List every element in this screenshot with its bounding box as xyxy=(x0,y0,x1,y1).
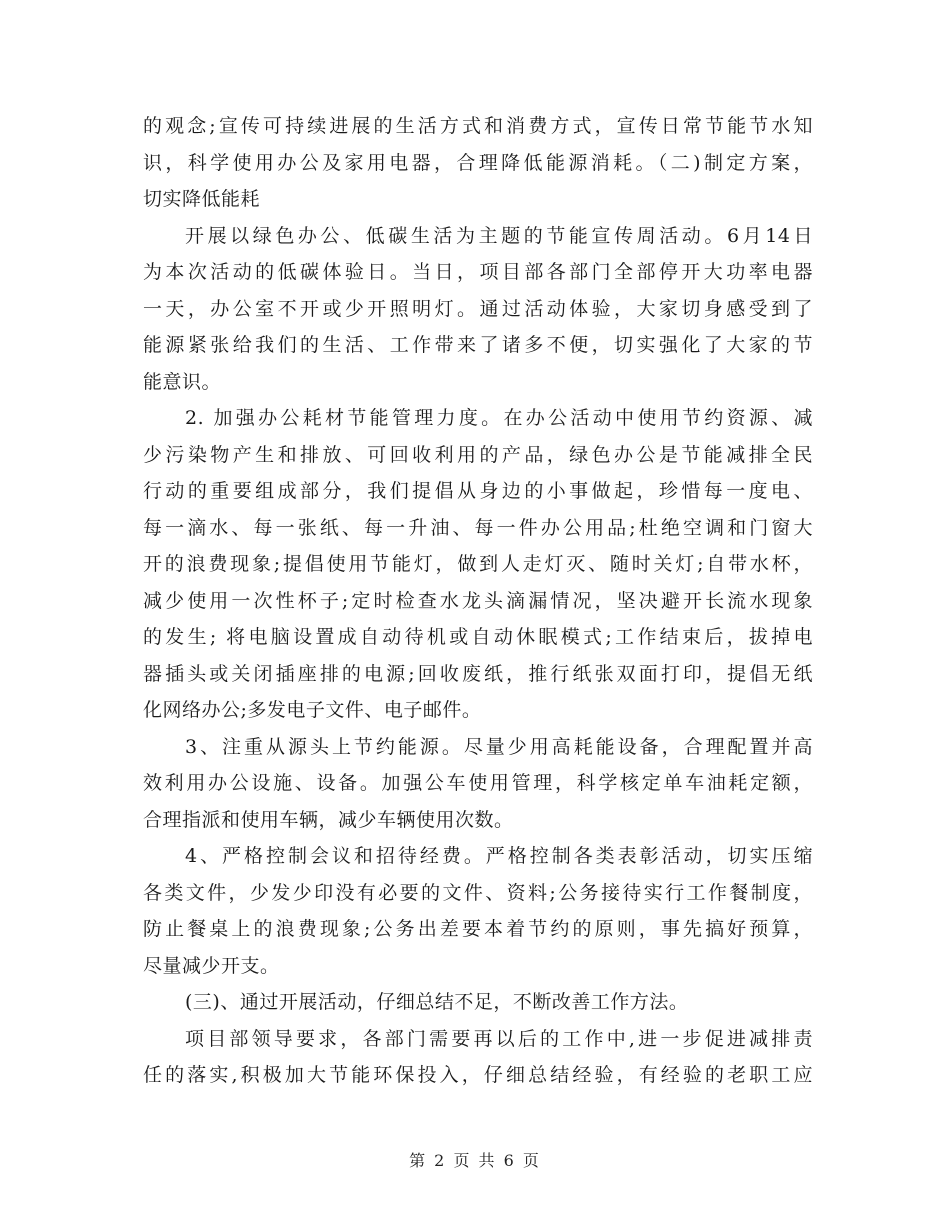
text-line: 行动的重要组成部分，我们提倡从身边的小事做起，珍惜每一度电、 xyxy=(143,480,813,502)
page-number-footer: 第 2 页 共 6 页 xyxy=(409,1151,541,1170)
text-line: 切实降低能耗 xyxy=(143,188,261,210)
text-line: (三)、通过开展活动，仔细总结不足，不断改善工作方法。 xyxy=(185,991,689,1013)
text-line: 识，科学使用办公及家用电器，合理降低能源消耗。（二)制定方案， xyxy=(143,151,813,174)
text-line: 各类文件，少发少印没有必要的文件、资料;公务接待实行工作餐制度， xyxy=(143,881,813,904)
text-line: 少污染物产生和排放、可回收利用的产品，绿色办公是节能减排全民 xyxy=(143,443,813,466)
text-line: 为本次活动的低碳体验日。当日，项目部各部门全部停开大功率电器 xyxy=(143,261,813,283)
text-line: 合理指派和使用车辆，减少车辆使用次数。 xyxy=(143,808,514,831)
text-line: 一天，办公室不开或少开照明灯。通过活动体验，大家切身感受到了 xyxy=(143,297,813,320)
text-line: 3、注重从源头上节约能源。尽量少用高耗能设备，合理配置并高 xyxy=(185,735,813,758)
text-line: 防止餐桌上的浪费现象;公务出差要本着节约的原则，事先搞好预算， xyxy=(143,918,813,940)
text-line: 化网络办公;多发电子文件、电子邮件。 xyxy=(143,699,482,721)
text-line: 效利用办公设施、设备。加强公车使用管理，科学核定单车油耗定额， xyxy=(143,772,813,794)
text-line: 任的落实,积极加大节能环保投入，仔细总结经验，有经验的老职工应 xyxy=(143,1064,813,1086)
text-line: 4、严格控制会议和招待经费。严格控制各类表彰活动，切实压缩 xyxy=(185,845,813,867)
text-line: 项目部领导要求，各部门需要再以后的工作中,进一步促进减排责 xyxy=(185,1027,813,1050)
text-line: 2. 加强办公耗材节能管理力度。在办公活动中使用节约资源、减 xyxy=(185,407,813,429)
text-line: 开的浪费现象;提倡使用节能灯，做到人走灯灭、随时关灯;自带水杯， xyxy=(143,553,813,575)
text-line: 每一滴水、每一张纸、每一升油、每一件办公用品;杜绝空调和门窗大 xyxy=(143,516,813,539)
text-line: 的观念;宣传可持续进展的生活方式和消费方式，宣传日常节能节水知 xyxy=(143,115,813,137)
text-line: 开展以绿色办公、低碳生活为主题的节能宣传周活动。6月14日 xyxy=(185,224,813,247)
text-line: 能意识。 xyxy=(143,370,222,393)
text-line: 尽量减少开支。 xyxy=(143,954,280,977)
text-line: 器插头或关闭插座排的电源;回收废纸，推行纸张双面打印，提倡无纸 xyxy=(143,662,813,685)
document-body xyxy=(143,108,813,1094)
text-line: 减少使用一次性杯子;定时检查水龙头滴漏情况，坚决避开长流水现象 xyxy=(143,589,813,612)
text-line: 的发生; 将电脑设置成自动待机或自动休眠模式;工作结束后，拔掉电 xyxy=(143,626,813,648)
text-line: 能源紧张给我们的生活、工作带来了诸多不便，切实强化了大家的节 xyxy=(143,334,813,356)
